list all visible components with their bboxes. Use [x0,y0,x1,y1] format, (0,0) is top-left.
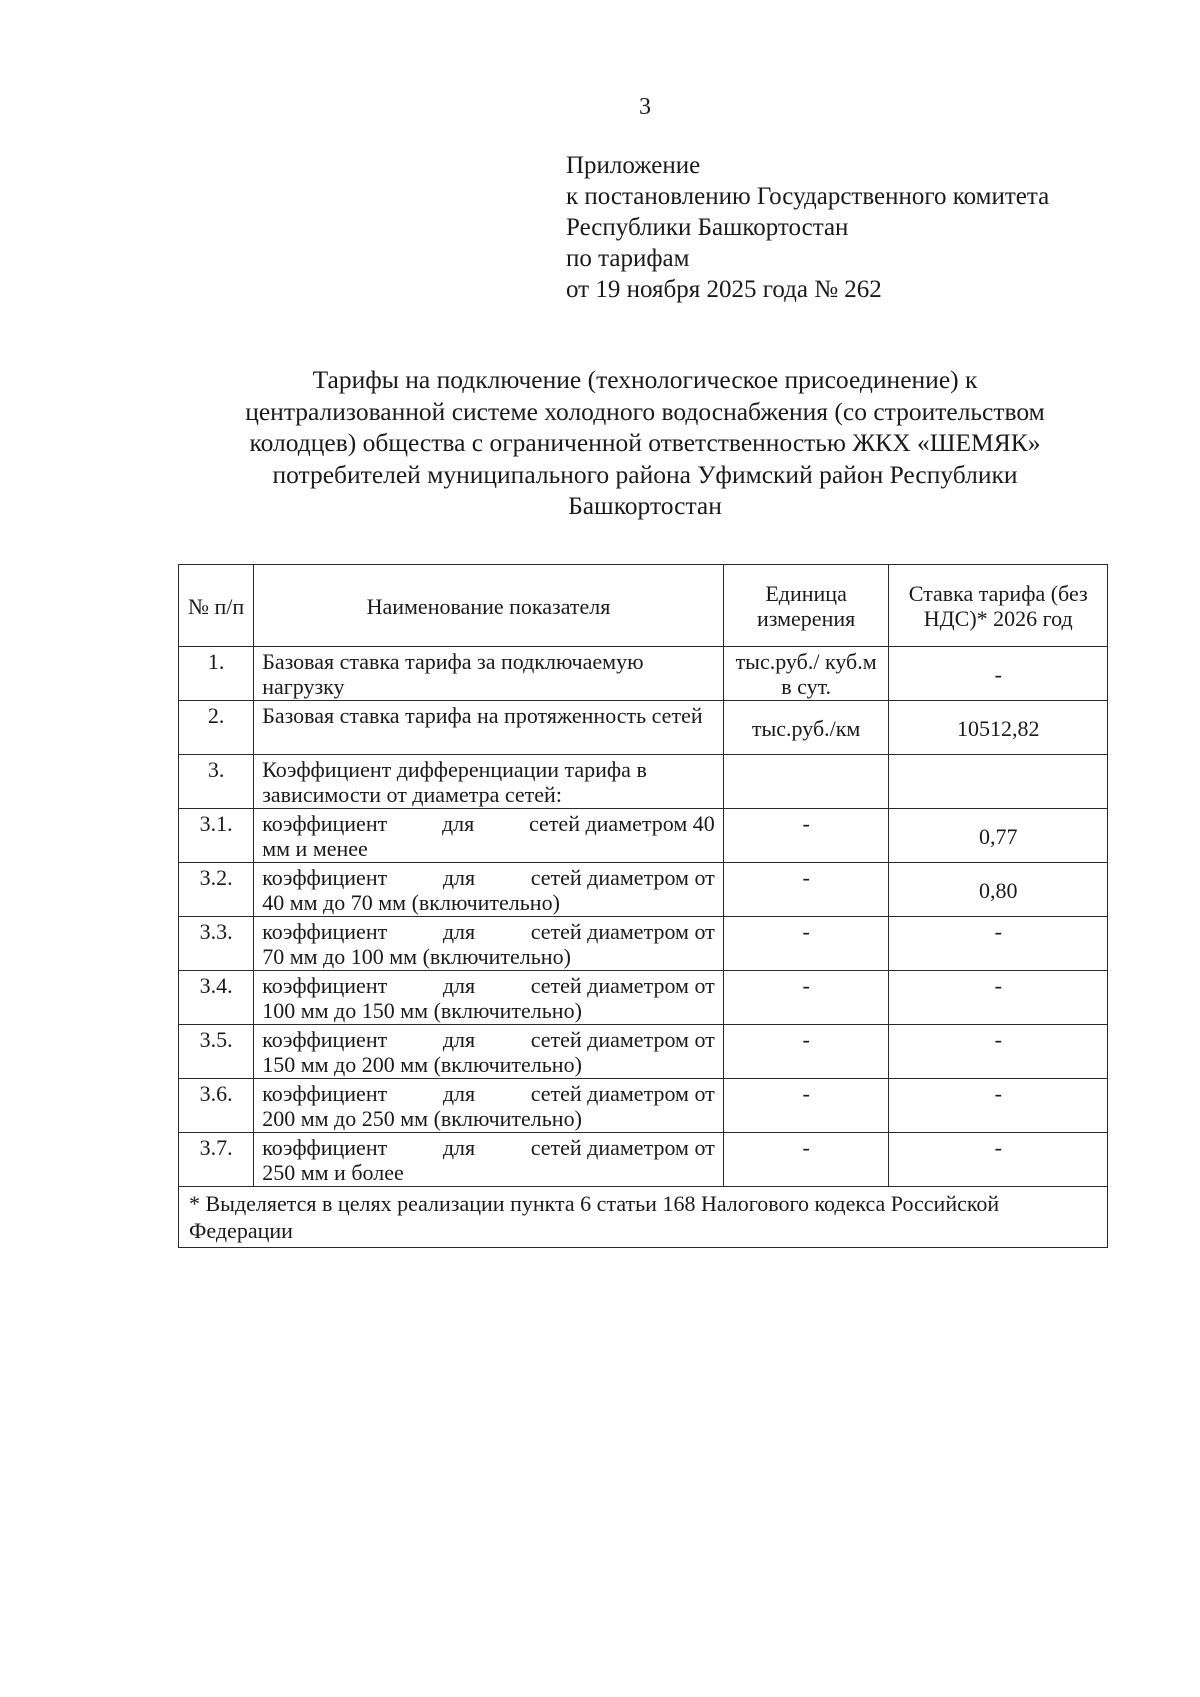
appendix-line: по тарифам [566,245,690,272]
row-name-first-line [262,1081,715,1106]
row-num: 3.6. [179,1079,254,1133]
appendix-line: Республики Башкортостан [566,214,849,241]
row-unit: - [723,809,889,863]
row-num: 3.1. [179,809,254,863]
row-name: Коэффициент дифференциации тарифа в зависимости от диаметра сетей: [254,755,724,809]
row-name-word: для [442,919,476,944]
row-rate: - [889,1025,1108,1079]
row-name-second-line: 70 мм до 100 мм (включительно) [262,944,571,969]
row-name-word: для [442,865,476,890]
row-rate: - [889,1079,1108,1133]
row-name-second-line: мм и менее [262,836,368,861]
page-number: 3 [639,94,651,120]
row-name-second-line: 40 мм до 70 мм (включительно) [262,890,560,915]
title-line: Башкортостан [568,491,722,520]
row-name-word: коэффициент [262,1027,388,1052]
header-unit: Единица измерения [723,565,889,647]
footnote: * Выделяется в целях реализации пункта 6 статьи 168 Налогового кодекса Российской Федерации [179,1187,1108,1248]
row-name-second-line: 100 мм до 150 мм (включительно) [262,998,582,1023]
row-num: 3.3. [179,917,254,971]
row-name-word: коэффициент [262,865,388,890]
table-row [179,1133,1108,1187]
row-name-first-line [262,865,715,890]
row-name-first-line [262,973,715,998]
row-name [254,917,724,971]
row-rate: - [889,917,1108,971]
row-name-first-line [262,1135,715,1160]
row-name-word: сетей диаметром от [530,865,715,890]
title-line: потребителей муниципального района Уфимский район Республики [272,459,1018,489]
row-name-word: сетей диаметром от [530,973,715,998]
appendix-line: к постановлению Государственного комитета [566,183,1050,210]
row-name-first-line [262,1027,715,1052]
title-line: Тарифы на подключение (технологическое присоединение) к [312,365,978,394]
row-unit: - [723,1133,889,1187]
document-title [180,364,1110,522]
row-rate: - [889,1133,1108,1187]
title-line: централизованной системе холодного водоснабжения (со строительством [245,396,1045,426]
row-rate [889,755,1108,809]
row-name-word: для [441,811,475,836]
row-num: 3.7. [179,1133,254,1187]
table-row [179,755,1108,809]
row-name-word: коэффициент [262,1081,388,1106]
row-unit [723,755,889,809]
row-name-word: сетей диаметром от [530,919,715,944]
row-name-word: сетей диаметром от [530,1027,715,1052]
table-row [179,1025,1108,1079]
table-row [179,647,1108,701]
row-name-first-line [262,811,715,836]
table-row [179,701,1108,755]
row-name-word: коэффициент [262,811,388,836]
row-rate: 0,80 [889,863,1108,917]
row-unit: - [723,917,889,971]
row-unit: - [723,971,889,1025]
row-num: 3.2. [179,863,254,917]
table-header-row [179,565,1108,647]
row-name-word: для [442,1135,476,1160]
row-num: 3.5. [179,1025,254,1079]
row-num: 2. [179,701,254,755]
row-name [254,1079,724,1133]
row-name-word: сетей диаметром от [530,1135,715,1160]
row-unit: тыс.руб./км [723,701,889,755]
row-name-word: коэффициент [262,973,388,998]
row-name-second-line: 150 мм до 200 мм (включительно) [262,1052,582,1077]
row-name-second-line: 250 мм и более [262,1160,404,1185]
row-name [254,863,724,917]
appendix-line: от 19 ноября 2025 года № 262 [566,276,882,303]
header-num: № п/п [179,565,254,647]
table-row [179,971,1108,1025]
row-name-second-line: 200 мм до 250 мм (включительно) [262,1106,582,1131]
row-rate: 0,77 [889,809,1108,863]
row-name-word: для [442,1081,476,1106]
table-row [179,863,1108,917]
row-name-first-line [262,919,715,944]
row-name [254,971,724,1025]
row-unit: - [723,1025,889,1079]
row-num: 1. [179,647,254,701]
title-line: колодцев) общества с ограниченной ответственностью ЖКХ «ШЕМЯК» [249,428,1041,457]
row-name-word: коэффициент [262,919,388,944]
row-name: Базовая ставка тарифа на протяженность сетей [254,701,724,755]
row-name [254,1133,724,1187]
row-rate: - [889,971,1108,1025]
tariff-table [178,564,1108,1248]
row-rate: - [889,647,1108,701]
row-name-word: для [442,1027,476,1052]
header-rate: Ставка тарифа (без НДС)* 2026 год [889,565,1108,647]
row-name [254,1025,724,1079]
row-unit: тыс.руб./ куб.м в сут. [723,647,889,701]
row-unit: - [723,863,889,917]
row-num: 3.4. [179,971,254,1025]
row-name-word: коэффициент [262,1135,388,1160]
table-row [179,1079,1108,1133]
row-rate: 10512,82 [889,701,1108,755]
table-row [179,809,1108,863]
appendix-line: Приложение [566,152,701,179]
table-footnote-row [179,1187,1108,1248]
row-name: Базовая ставка тарифа за подключаемую нагрузку [254,647,724,701]
row-name-word: сетей диаметром от [530,1081,715,1106]
row-name-word: для [442,973,476,998]
row-name-word: сетей диаметром 40 [529,811,715,836]
appendix-block [566,150,1049,305]
header-name: Наименование показателя [254,565,724,647]
table-row [179,917,1108,971]
row-unit: - [723,1079,889,1133]
row-name [254,809,724,863]
row-num: 3. [179,755,254,809]
